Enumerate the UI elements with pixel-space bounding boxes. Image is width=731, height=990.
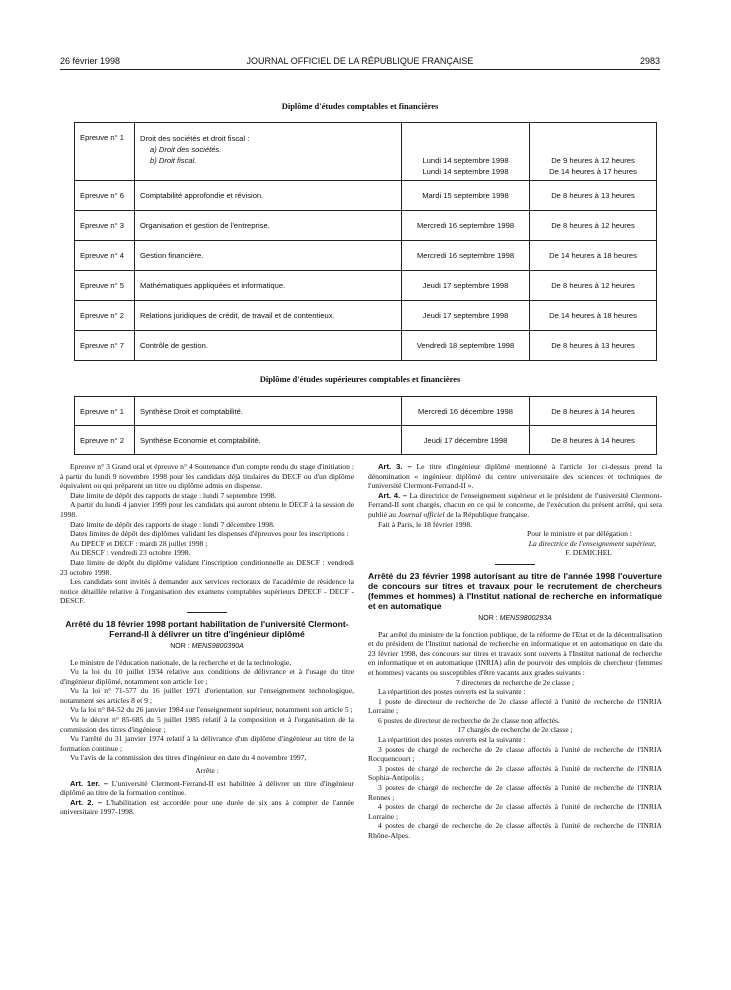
paragraph: A partir du lundi 4 janvier 1999 pour les candidats qui auront obtenu le DECF à la session de 1998.	[60, 500, 354, 519]
paragraph: Vu la loi n° 84-52 du 26 janvier 1984 sur l'enseignement supérieur, notamment son article 5 ;	[70, 705, 353, 715]
article	[368, 462, 662, 491]
paragraph: Date limite de dépôt des rapports de stage : lundi 7 décembre 1998.	[70, 519, 275, 529]
paragraph: Date limite de dépôt du diplôme validant l'inscription conditionnelle au DESCF : vendredi 23 octobre 1998.	[60, 557, 354, 577]
table-row	[75, 241, 657, 271]
article-text: de la République française.	[444, 509, 530, 519]
header-date: 26 février 1998	[60, 56, 121, 66]
paragraph: 17 chargés de recherche de 2e classe ;	[457, 725, 573, 735]
subject-label: Droit des sociétés et droit fiscal :	[140, 134, 250, 143]
paragraph: 4 postes de chargé de recherche de 2e classe affectés à l'unité de recherche de l'INRIA Lorraine ;	[368, 802, 662, 821]
article-text: L'université Clermont-Ferrand-II est habilitée à délivrer un titre d'ingénieur diplômé au titre de la formation continue.	[60, 778, 354, 798]
nor-label: NOR :	[170, 642, 190, 650]
paragraph: La répartition des postes ouverts est la suivante :	[378, 687, 526, 697]
nor-code: MENS9800293A	[499, 614, 552, 622]
paragraph: La répartition des postes ouverts est la suivante :	[378, 735, 526, 745]
table-row	[75, 397, 657, 426]
paragraph: Vu l'avis de la commission des titres d'ingénieur en date du 4 novembre 1997,	[70, 753, 307, 763]
epreuve-cell: Epreuve n° 1	[75, 123, 135, 181]
journal-officiel-ref: Journal officiel	[397, 509, 445, 519]
hours-cell: De 14 heures à 18 heures	[530, 241, 657, 271]
subject-sub-b: b) Droit fiscal.	[150, 156, 197, 165]
hours-cell	[530, 123, 657, 181]
paragraph: Au DESCF : vendredi 23 octobre 1998.	[70, 548, 191, 558]
epreuve-cell: Epreuve n° 3	[75, 211, 135, 241]
page-header	[60, 56, 660, 70]
exam-schedule-table-descf	[74, 396, 657, 455]
paragraph: 3 postes de chargé de recherche de 2e classe affectés à l'unité de recherche de l'INRIA Rocquencourt ;	[368, 744, 662, 764]
date-cell: Vendredi 18 septembre 1998	[402, 331, 530, 361]
paragraph: 7 directeurs de recherche de 2e classe ;	[455, 677, 575, 687]
paragraph: 4 postes de chargé de recherche de 2e classe affectés à l'unité de recherche de l'INRIA Rhône-Alpes.	[368, 821, 662, 840]
paragraph: 6 postes de directeur de recherche de 2e classe non affectés.	[378, 715, 560, 725]
subject-cell: Mathématiques appliquées et informatique.	[135, 271, 402, 301]
nor-label: NOR :	[478, 614, 498, 622]
date-cell: Jeudi 17 septembre 1998	[402, 271, 530, 301]
paragraph: 3 postes de chargé de recherche de 2e classe affectés à l'unité de recherche de l'INRIA Sophia-Antipolis ;	[368, 763, 662, 783]
hours-cell: De 8 heures à 14 heures	[530, 426, 657, 455]
article	[60, 798, 354, 817]
separator-rule	[187, 612, 227, 613]
date-b: Lundi 14 septembre 1998	[422, 167, 509, 176]
table2-title: Diplôme d'études supérieures comptables et financières	[259, 374, 461, 384]
epreuve-cell: Epreuve n° 4	[75, 241, 135, 271]
hours-cell: De 8 heures à 13 heures	[530, 331, 657, 361]
epreuve-cell: Epreuve n° 1	[75, 397, 135, 426]
date-a: Lundi 14 septembre 1998	[422, 156, 509, 165]
epreuve-cell: Epreuve n° 6	[75, 181, 135, 211]
separator-rule	[495, 564, 535, 565]
article-label: Art. 3. –	[378, 462, 412, 471]
subject-cell: Comptabilité approfondie et révision.	[135, 181, 402, 211]
paragraph: 3 postes de chargé de recherche de 2e classe affectés à l'unité de recherche de l'INRIA Rennes ;	[368, 783, 662, 802]
article-label: Art. 2. –	[70, 797, 102, 807]
nor-reference	[60, 642, 354, 652]
subject-sub-a: a) Droit des sociétés.	[150, 145, 222, 154]
article	[60, 779, 354, 798]
subject-cell	[135, 123, 402, 181]
table-row	[75, 271, 657, 301]
hours-a: De 9 heures à 12 heures	[551, 156, 635, 165]
paragraph: Vu la loi n° 71-577 du 16 juillet 1971 d'orientation sur l'enseignement technologique, notamment ses articles 8 et 9 ;	[60, 686, 354, 705]
date-cell: Jeudi 17 décembre 1998	[402, 426, 530, 455]
paragraph: Le ministre de l'éducation nationale, de la recherche et de la technologie,	[70, 657, 292, 667]
paragraph: Epreuve n° 3 Grand oral et épreuve n° 4 Soutenance d'un compte rendu du stage d'initiation : à partir du lundi 9 novembre 1998 pour les candidats déjà titulaires du DECF ou d'un diplôme équivalent ou qui préparent un titre ou diplôme admis en dispense.	[60, 462, 354, 491]
subject-cell: Synthèse Droit et comptabilité.	[135, 397, 402, 426]
paragraph: Vu la loi du 10 juillet 1934 relative aux conditions de délivrance et à l'usage du titre d'ingénieur diplômé, notamment son article 1er ;	[60, 667, 354, 686]
fait-a-paris: Fait à Paris, le 18 février 1998.	[378, 519, 473, 529]
hours-cell: De 8 heures à 13 heures	[530, 181, 657, 211]
date-cell: Mercredi 16 décembre 1998	[402, 397, 530, 426]
paragraph: Vu l'arrêté du 31 janvier 1974 relatif à la délivrance d'un diplôme d'ingénieur au titre de la formation continue ;	[60, 734, 354, 753]
arrete-title: Arrêté du 18 février 1998 portant habilitation de l'université Clermont-Ferrand-II à délivrer un titre d'ingénieur diplômé	[65, 618, 349, 639]
nor-code: MENS9800390A	[191, 642, 244, 650]
signature-delegation: Pour le ministre et par délégation :	[526, 529, 632, 539]
table-row	[75, 426, 657, 455]
table-row	[75, 123, 657, 181]
epreuve-cell: Epreuve n° 2	[75, 426, 135, 455]
subject-cell: Gestion financière.	[135, 241, 402, 271]
article-text: L'habilitation est accordée pour une durée de six ans à compter de l'année universitaire 1997-1998.	[60, 797, 354, 817]
subject-cell: Organisation et gestion de l'entreprise.	[135, 211, 402, 241]
arrete2-title: Arrêté du 23 février 1998 autorisant au titre de l'année 1998 l'ouverture de concours sur titres et travaux pour le recrutement de chercheurs (femmes et hommes) à l'Institut national de recherche en informatique et en automatique	[368, 570, 662, 611]
subject-cell: Synthèse Economie et comptabilité.	[135, 426, 402, 455]
right-column	[368, 462, 662, 841]
paragraph: Au DPECF et DECF : mardi 28 juillet 1998 ;	[70, 538, 208, 548]
table-row	[75, 331, 657, 361]
epreuve-cell: Epreuve n° 2	[75, 301, 135, 331]
subject-cell: Contrôle de gestion.	[135, 331, 402, 361]
table-row	[75, 211, 657, 241]
epreuve-cell: Epreuve n° 5	[75, 271, 135, 301]
table-row	[75, 301, 657, 331]
article-label: Art. 1er. –	[70, 778, 109, 788]
epreuve-cell: Epreuve n° 7	[75, 331, 135, 361]
table-row	[75, 181, 657, 211]
date-cell: Mercredi 16 septembre 1998	[402, 241, 530, 271]
nor-reference	[368, 614, 662, 624]
paragraph: Les candidats sont invités à demander aux services rectoraux de l'académie de résidence la notice détaillée relative à l'organisation des examens comptables supérieurs DPECF - DECF - DESCF.	[60, 577, 354, 606]
paragraph: Date limite de dépôt des rapports de stage : lundi 7 septembre 1998.	[70, 490, 277, 500]
signature-title: La directrice de l'enseignement supérieur,	[528, 538, 656, 548]
date-cell	[402, 123, 530, 181]
date-cell: Jeudi 17 septembre 1998	[402, 301, 530, 331]
signature-name: F. DEMICHEL	[565, 548, 612, 558]
header-page-number: 2983	[639, 56, 660, 66]
article	[368, 491, 662, 520]
hours-cell: De 14 heures à 18 heures	[530, 301, 657, 331]
hours-cell: De 8 heures à 12 heures	[530, 211, 657, 241]
header-rule	[60, 69, 660, 70]
article-label: Art. 4. –	[378, 490, 407, 500]
article-text: Le titre d'ingénieur diplômé mentionné à l'article 1er ci-dessus prend la dénomination « ingénieur diplômé du centre universitaire des sciences et techniques de l'université Clermont-Ferrand-II ».	[368, 462, 662, 491]
paragraph: Dates limites de dépôt des diplômes validant les dispenses d'épreuves pour les inscriptions :	[70, 529, 349, 539]
paragraph: Par arrêté du ministre de la fonction publique, de la réforme de l'Etat et de la décentralisation et du président de l'Institut national de recherche en informatique et en automatique en date du 23 février 1998, des concours sur titres et travaux sont ouverts à l'Institut national de recherche en informatique et en automatique (INRIA) afin de pourvoir des emplois de chercheur (femmes et hommes) vacants ou susceptibles d'être vacants aux grades suivants :	[368, 629, 662, 677]
paragraph: Vu le décret n° 85-685 du 5 juillet 1985 relatif à la composition et à l'organisation de la commission des titres d'ingénieur ;	[60, 715, 354, 734]
hours-b: De 14 heures à 17 heures	[549, 167, 637, 176]
header-journal-title: JOURNAL OFFICIEL DE LA RÉPUBLIQUE FRANÇAISE	[246, 56, 474, 66]
left-column	[60, 462, 354, 817]
arrete-label: Arrête :	[195, 766, 219, 776]
date-cell: Mardi 15 septembre 1998	[402, 181, 530, 211]
subject-cell: Relations juridiques de crédit, de travail et de contentieux.	[135, 301, 402, 331]
hours-cell: De 8 heures à 12 heures	[530, 271, 657, 301]
exam-schedule-table-decf	[74, 122, 657, 361]
date-cell: Mercredi 16 septembre 1998	[402, 211, 530, 241]
hours-cell: De 8 heures à 14 heures	[530, 397, 657, 426]
article-text: La directrice de l'enseignement supérieur et le président de l'université Clermont-Ferrand-II sont chargés, chacun en ce qui le concerne, de l'exécution du présent arrêté, qui sera publié au	[368, 490, 662, 519]
table1-title: Diplôme d'études comptables et financières	[281, 101, 439, 111]
paragraph: 1 poste de directeur de recherche de 2e classe affecté à l'unité de recherche de l'INRIA Lorraine ;	[368, 696, 662, 716]
